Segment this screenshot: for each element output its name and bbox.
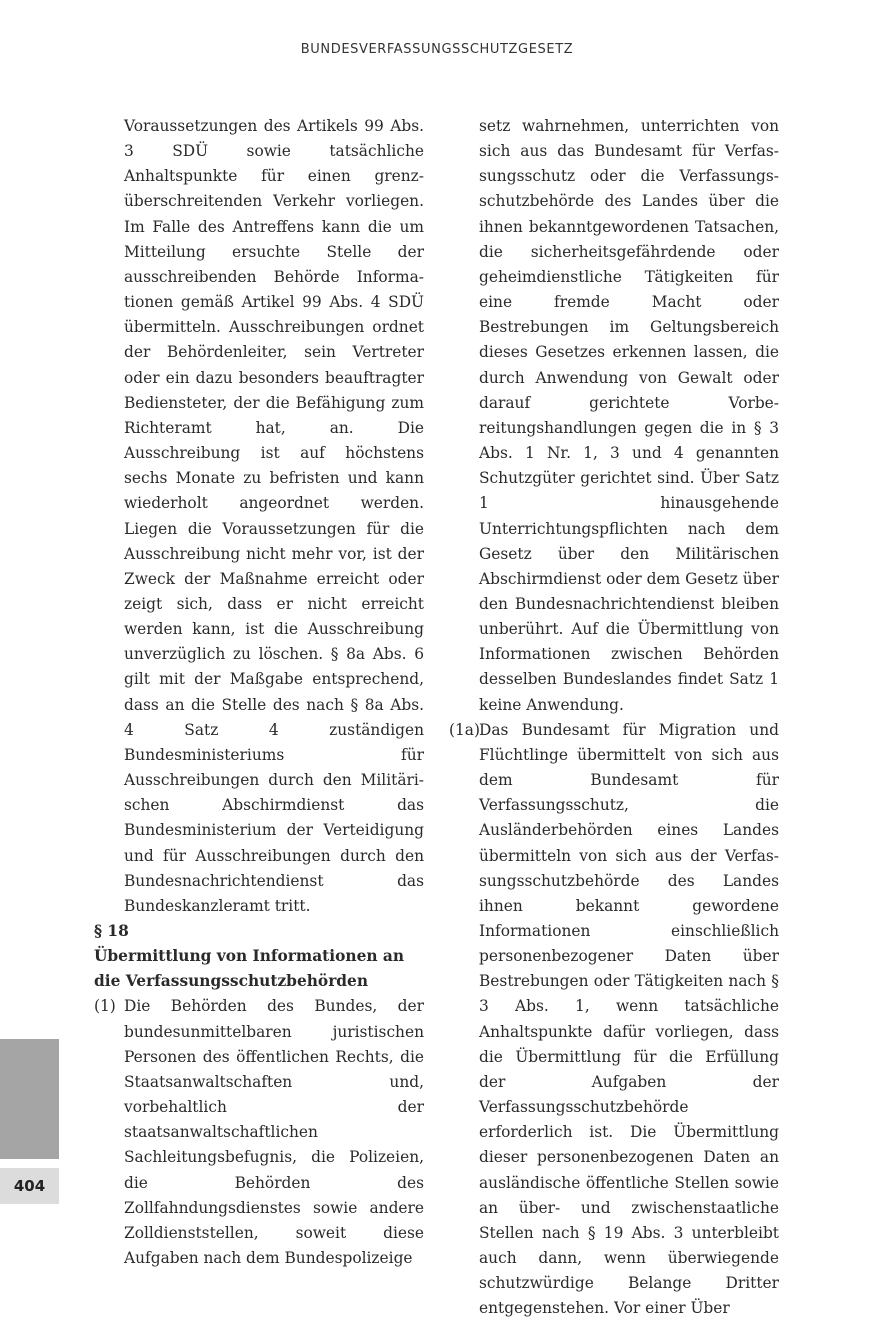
page-number: 404	[0, 1168, 59, 1204]
paragraph-1	[94, 994, 424, 1271]
paragraph-text: Das Bundesamt für Migration und Flüchtlinge übermittelt von sich aus dem Bundesamt für Verfassungsschutz, die Ausländerbehörden eines Landes übermitteln von sich aus der Verfassungsschutzbehörde des Landes ihnen bekannt gewordene Informationen einschließlich personenbezogener Daten über Bestrebungen oder Tätigkeiten nach § 3 Abs. 1, wenn tatsächliche Anhaltspunkte dafür vorliegen, dass die Übermittlung für die Erfüllung der Aufgaben der Verfassungsschutzbehörde erforderlich ist. Die Übermittlung dieser personenbezogenen Daten an ausländische öffentliche Stellen sowie an über- und zwischenstaatliche Stellen nach § 19 Abs. 3 unterbleibt auch dann, wenn überwiegende schutzwürdige Belange Dritter entgegenstehen. Vor einer Über	[479, 720, 779, 1318]
chapter-thumb-tab	[0, 1039, 59, 1159]
section-title: Übermittlung von Informationen an die Verfassungsschutzbehörden	[94, 947, 405, 991]
paragraph-number: (1a)	[449, 720, 480, 739]
running-title: BUNDESVERFASSUNGSSCHUTZGESETZ	[300, 42, 574, 57]
paragraph-1a	[449, 718, 779, 1322]
right-column	[449, 114, 779, 1322]
section-number: § 18	[94, 922, 129, 940]
continuation-paragraph: Voraussetzungen des Artikels 99 Abs. 3 SDÜ sowie tatsächliche Anhaltspunkte für einen grenzüberschreitenden Verkehr vorliegen. Im Falle des Antreffens kann die um Mitteilung ersuchte Stelle der ausschreibenden Behörde Informationen gemäß Artikel 99 Abs. 4 SDÜ übermitteln. Ausschreibungen ordnet der Behördenleiter, sein Vertreter oder ein dazu besonders beauftragter Bediensteter, der die Befähigung zum Richteramt hat, an. Die Ausschreibung ist auf höchstens sechs Monate zu befristen und kann wiederholt angeordnet werden. Liegen die Voraussetzungen für die Ausschreibung nicht mehr vor, ist der Zweck der Maßnahme erreicht oder zeigt sich, dass er nicht erreicht werden kann, ist die Ausschreibung unverzüglich zu löschen. § 8a Abs. 6 gilt mit der Maßgabe entsprechend, dass an die Stelle des nach § 8a Abs. 4 Satz 4 zuständigen Bundesministeriums für Ausschreibungen durch den Militärischen Abschirmdienst das Bundesministerium der Verteidigung und für Ausschreibungen durch den Bundesnachrichtendienst das Bundeskanzleramt tritt.	[124, 117, 424, 915]
paragraph-number: (1)	[94, 997, 116, 1016]
paragraph-text: Die Behörden des Bundes, der bundesunmittelbaren juristischen Personen des öffentlichen Rechts, die Staatsanwaltschaften und, vorbehaltlich der staatsanwaltschaftlichen Sachleitungsbefugnis, die Polizeien, die Behörden des Zollfahndungsdienstes sowie andere Zolldienststellen, soweit diese Aufgaben nach dem Bundespolizeige	[124, 997, 424, 1268]
paragraph-1-continuation: setz wahrnehmen, unterrichten von sich aus das Bundesamt für Verfassungsschutz oder die Verfassungsschutzbehörde des Landes über die ihnen bekanntgewordenen Tatsachen, die sicherheitsgefährdende oder geheimdienstliche Tätigkeiten für eine fremde Macht oder Bestrebungen im Geltungsbereich dieses Gesetzes erkennen lassen, die durch Anwendung von Gewalt oder darauf gerichtete Vorbereitungshandlungen gegen die in § 3 Abs. 1 Nr. 1, 3 und 4 genannten Schutzgüter gerichtet sind. Über Satz 1 hinausgehende Unterrichtungspflichten nach dem Gesetz über den Militärischen Abschirmdienst oder dem Gesetz über den Bundesnachrichtendienst bleiben unberührt. Auf die Übermittlung von Informationen zwischen Behörden desselben Bundeslandes findet Satz 1 keine Anwendung.	[479, 117, 779, 714]
left-column	[94, 114, 424, 1271]
